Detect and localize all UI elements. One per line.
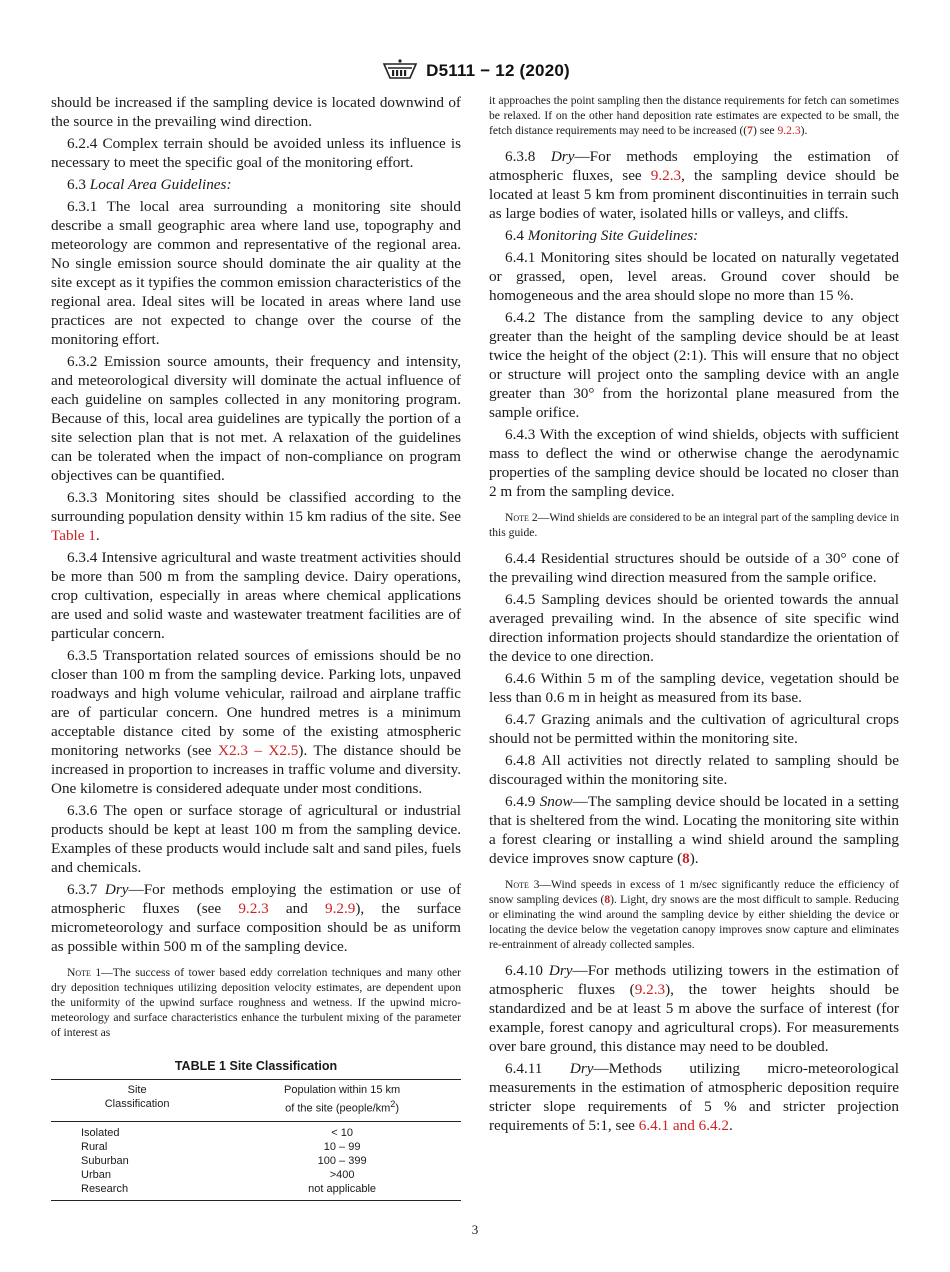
paragraph-6-4-6: 6.4.6 Within 5 m of the sampling device, vegetation should be less than 0.6 m in height as measured from its base. <box>489 670 899 706</box>
note-3-label: Note <box>505 878 529 891</box>
section-6-4-number: 6.4 <box>505 227 528 244</box>
cell-classification: Research <box>81 1182 129 1195</box>
paragraph-6-3-7 <box>51 880 461 956</box>
section-9-2-3-link[interactable]: 9.2.3 <box>650 167 682 184</box>
page-number: 3 <box>471 1222 479 1237</box>
reference-8-link[interactable]: 8 <box>604 893 611 906</box>
paragraph-6-4-1: 6.4.1 Monitoring sites should be located on naturally vegetated or grassed, open, level areas. Ground cover should be homogeneous and the area should slope no more than 15 %. <box>489 249 899 304</box>
x2-3-x2-5-link[interactable]: X2.3 – X2.5 <box>217 742 299 759</box>
note-3 <box>489 877 899 952</box>
paragraph-6-4-3: 6.4.3 With the exception of wind shields, objects with sufficient mass to deflect the wind or otherwise change the aerodynamic properties of the sampling device should be located no closer than 2 m from the sampling device. <box>489 426 899 500</box>
paragraph-6-3-6: 6.3.6 The open or surface storage of agricultural or industrial products should be kept at least 100 m from the sampling device. Examples of these products would include salt and sand piles, fuels and chemicals. <box>51 802 461 876</box>
section-6-3-heading <box>51 175 461 194</box>
cell-population: 10 – 99 <box>323 1140 361 1153</box>
note-1-continued-see: ) see <box>752 124 778 137</box>
section-9-2-3-link[interactable]: 9.2.3 <box>634 981 666 998</box>
section-9-2-9-link[interactable]: 9.2.9 <box>325 900 356 917</box>
reference-7-link[interactable]: 7 <box>747 124 753 137</box>
site-classification-table <box>51 1079 461 1201</box>
cell-classification: Rural <box>81 1140 108 1153</box>
paragraph-6-3-8-title: Dry <box>550 148 575 165</box>
note-1-label: Note <box>67 966 91 979</box>
reference-8-link[interactable]: 8 <box>682 850 690 867</box>
column-header-classification: Classification <box>104 1098 170 1110</box>
note-1-continued-end: ). <box>800 124 808 137</box>
paragraph-6-4-9 <box>489 792 899 868</box>
column-header-population-close: ) <box>395 1102 400 1115</box>
paragraph-6-3-3 <box>51 488 461 545</box>
cell-population: not applicable <box>308 1182 377 1195</box>
table-row <box>51 1154 461 1168</box>
cell-classification: Urban <box>81 1168 111 1181</box>
column-header-site-classification <box>51 1080 223 1122</box>
paragraph-6-4-5: 6.4.5 Sampling devices should be oriented towards the annual averaged prevailing wind. In the absence of site specific wind direction information projects should standardize the orientation of the device to one direction. <box>489 591 899 665</box>
paragraph-6-3-3-end: . <box>95 527 100 544</box>
paragraph-6-3-4: 6.3.4 Intensive agricultural and waste treatment activities should be more than 500 m from the sampling device. Dairy operations, crop cultivation, especially in areas where chemical applications are used and solid waste and wastewater treatment facilities are of particular concern. <box>51 549 461 642</box>
paragraph-6-4-9-title: Snow <box>539 793 573 810</box>
paragraph-6-4-10 <box>489 961 899 1056</box>
paragraph-6-3-8-end: , the sampling device should be located at least 5 km from prominent discontinuities in terrain such as large bodies of water, isolated hills or valleys, and cliffs. <box>489 167 899 222</box>
paragraph-6-4-4: 6.4.4 Residential structures should be outside of a 30° cone of the prevailing wind direction measured from the sample orifice. <box>489 550 899 586</box>
note-1-continued <box>489 93 899 138</box>
left-column <box>51 93 461 1201</box>
note-1-text: 1—The success of tower based eddy correlation techniques and many other dry deposition techniques utilizing deposition velocity estimates, are dependent upon the uniformity of the upwind surface roughness and wetness. If the upwind micro-meteorology and surface characteristics enhance the turbulent mixing of the parameter of interest as <box>51 966 461 1039</box>
paragraph-6-4-9-text: —The sampling device should be located in a setting that is sheltered from the wind. Locating the monitoring site within a forest clearing or installing a wind shield around the sampling device improves snow capture ( <box>489 793 900 867</box>
note-2 <box>489 510 899 540</box>
astm-logo-icon <box>380 58 420 84</box>
paragraph-6-4-11 <box>489 1059 899 1135</box>
note-3-text-end: ). Light, dry snows are the most difficult to sample. Reducing or eliminating the wind around the sampling device by either shielding the device or locating the device below the vegetation canopy improves snow capture and eliminates re-entrainment of already collected samples. <box>489 893 899 951</box>
paragraph-6-4-11-number: 6.4.11 <box>505 1060 570 1077</box>
note-1 <box>51 965 461 1040</box>
paragraph-6-4-10-text: —For methods utilizing towers in the estimation of atmospheric fluxes ( <box>489 962 899 998</box>
paragraph-6-2-4: 6.2.4 Complex terrain should be avoided unless its influence is necessary to meet the specific goal of the monitoring effort. <box>51 135 461 171</box>
paragraph-6-3-5 <box>51 646 461 798</box>
paragraph-6-3-1: 6.3.1 The local area surrounding a monitoring site should describe a small geographic area where land use, topography and meteorology are common and representative of the regional area. No single emission source should dominate the air quality at the site except as it typifies the common emission characteristics of the regional area. Ideal sites will be located in areas where land use practices are not expected to change over the course of the monitoring effort. <box>51 198 461 348</box>
cell-population: 100 – 399 <box>317 1154 367 1167</box>
paragraph-6-3-8 <box>489 147 899 223</box>
paragraph-6-3-7-end: ), the surface micrometeorology and surface composition should be as uniform as possible within 500 m of the sampling device. <box>51 900 461 955</box>
column-header-population-superscript: 2 <box>390 1099 396 1109</box>
paragraph-6-3-7-number: 6.3.7 <box>67 881 105 898</box>
paragraph-6-3-7-text: —For methods employing the estimation or use of atmospheric fluxes (see <box>51 881 462 917</box>
column-header-population-line2: of the site (people/km <box>285 1102 391 1115</box>
paragraph-6-4-11-text: —Methods utilizing micro-meteorological measurements in the estimation of atmospheric deposition require stricter slope requirements of 5 % and stricter projection requirements of 5:1, see <box>489 1060 899 1134</box>
cell-population: >400 <box>329 1168 355 1181</box>
section-6-4-heading <box>489 226 899 245</box>
table-1-title: TABLE 1 Site Classification <box>174 1059 338 1073</box>
paragraph-6-4-9-end: ). <box>689 850 699 867</box>
paragraph-6-3-5-end: ). The distance should be increased in proportion to increases in traffic volume and diversity. One kilometre is considered adequate under most conditions. <box>51 742 461 797</box>
column-header-population-line1: Population within 15 km <box>284 1084 401 1096</box>
page-header <box>0 56 950 86</box>
paragraph-6-3-8-number: 6.3.8 <box>505 148 551 165</box>
column-header-site: Site <box>127 1084 147 1096</box>
paragraph-6-3-7-and: and <box>268 900 325 917</box>
section-6-3-title: Local Area Guidelines: <box>89 176 232 193</box>
section-9-2-3-link[interactable]: 9.2.3 <box>777 124 801 137</box>
section-6-3-number: 6.3 <box>67 176 90 193</box>
paragraph-6-4-10-title: Dry <box>548 962 573 979</box>
paragraph-6-3-3-text: 6.3.3 Monitoring sites should be classified according to the surrounding population density within 15 km radius of the site. See <box>51 489 461 525</box>
document-designation: D5111 − 12 (2020) <box>426 61 570 80</box>
section-6-4-1-and-6-4-2-link[interactable]: 6.4.1 and 6.4.2 <box>638 1117 729 1134</box>
section-9-2-3-link[interactable]: 9.2.3 <box>238 900 269 917</box>
paragraph-6-3-8-text: —For methods employing the estimation of atmospheric fluxes, see <box>489 148 899 184</box>
column-header-population <box>223 1080 461 1122</box>
table-header-row <box>51 1080 461 1122</box>
note-2-label: Note <box>505 511 529 524</box>
paragraph-6-3-2: 6.3.2 Emission source amounts, their frequency and intensity, and meteorological diversity will dominate the actual influence of each guideline on samples collected in any monitoring program. Because of this, local area guidelines are typically the portion of a site selection plan that is not met. A relaxation of the guidelines can be tolerated when the impact of non-compliance on program objectives can be quantified. <box>51 353 461 484</box>
paragraph-6-2-3-continued: should be increased if the sampling device is located downwind of the source in the prevailing wind direction. <box>51 94 461 130</box>
paragraph-6-4-10-number: 6.4.10 <box>505 962 549 979</box>
paragraph-6-4-2: 6.4.2 The distance from the sampling device to any object greater than the height of the sampling device should be at least twice the height of the object (2:1). This will ensure that no object or structure will project onto the sampling device with an angle greater than 30° from the horizontal plane measured from the sample orifice. <box>489 309 899 421</box>
table-row <box>51 1140 461 1154</box>
paragraph-6-4-11-end: . <box>729 1117 733 1134</box>
table-row <box>51 1168 461 1182</box>
table-1-link[interactable]: Table 1 <box>51 527 96 544</box>
cell-classification: Isolated <box>81 1126 120 1139</box>
note-1-continued-text: it approaches the point sampling then the distance requirements for fetch can sometimes be relaxed. If on the other hand deposition rate estimates are expected to be small, the fetch distance requirements may need to be increased (( <box>489 94 899 137</box>
cell-population: < 10 <box>331 1126 353 1139</box>
paragraph-6-4-8: 6.4.8 All activities not directly related to sampling should be discouraged within the monitoring site. <box>489 752 899 788</box>
cell-classification: Suburban <box>81 1154 129 1167</box>
paragraph-6-4-10-end: ), the tower heights should be standardized and be at least 5 m above the surface of interest (for example, forest canopy and agricultural crops). For measurements over bare ground, this distance may need to be doubled. <box>489 981 900 1055</box>
note-3-text: 3—Wind speeds in excess of 1 m/sec significantly reduce the efficiency of snow sampling devices ( <box>489 878 899 906</box>
table-row <box>51 1121 461 1140</box>
paragraph-6-4-7: 6.4.7 Grazing animals and the cultivation of agricultural crops should not be permitted within the monitoring site. <box>489 711 899 747</box>
paragraph-6-3-5-text: 6.3.5 Transportation related sources of emissions should be no closer than 100 m from the sampling device. Parking lots, unpaved roadways and high volume vehicular, railroad and airplane traffic are of particular concern. One hundred metres is a minimum acceptable distance cited by some of the existing atmospheric monitoring networks (see <box>51 647 461 759</box>
paragraph-6-3-7-title: Dry <box>104 881 129 898</box>
section-6-4-title: Monitoring Site Guidelines: <box>527 227 699 244</box>
paragraph-6-4-9-number: 6.4.9 <box>505 793 540 810</box>
right-column <box>489 93 899 1138</box>
paragraph-6-4-11-title: Dry <box>569 1060 594 1077</box>
note-2-text: 2—Wind shields are considered to be an integral part of the sampling device in this guide. <box>489 511 899 539</box>
table-row <box>51 1182 461 1201</box>
